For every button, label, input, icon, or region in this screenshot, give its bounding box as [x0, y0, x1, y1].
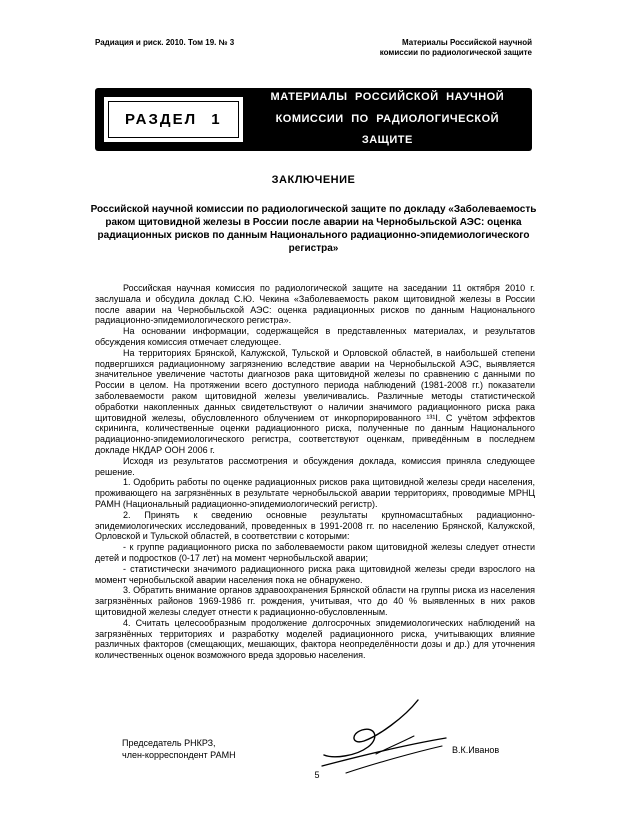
section-banner-title — [239, 87, 532, 151]
signatory-title-line2: член-корреспондент РАМН — [122, 750, 236, 760]
section-banner — [95, 88, 532, 151]
header-right-line2: комиссии по радиологической защите — [379, 48, 532, 58]
paragraph: На территориях Брянской, Калужской, Тульской и Орловской областей, в наибольшей степени подвергшихся радиационному загрязнению вследствие аварии на Чернобыльской АЭС, выявляется значительное увеличение частоты диагнозов рака щитовидной железы по сравнению с данными по России в целом. На протяжении всего доступного периода наблюдений (1981-2008 гг.) показатели заболеваемости раком щитовидной железы увеличивались. Различные методы статистической обработки накопленных данных свидетельствуют о наличии значимого радиационного риска рака щитовидной железы, обусловленного облучением от инкорпорированного ¹³¹I. С учётом эффектов скрининга, количественные оценки радиационного риска, полученные по данным Национального радиационно-эпидемиологического регистра, соответствуют оценкам, приведённым в последнем докладе НКДАР ООН 2006 г. — [95, 347, 535, 455]
document-subtitle: Российской научной комиссии по радиологической защите по докладу «Заболеваемость раком щитовидной железы в России после аварии на Чернобыльской АЭС: оценка радиационных рисков по данным Национального радиационно-эпидемиологического регистра» — [90, 204, 537, 254]
paragraph-decision-2: 2. Принять к сведению основные результаты крупномасштабных радиационно-эпидемиологических исследований, проведенных в 1991-2008 гг. по населению Брянской, Калужской, Орловской и Тульской областей, в соответствии с которыми: — [95, 509, 535, 542]
journal-reference: Радиация и риск. 2010. Том 19. № 3 — [95, 38, 235, 47]
banner-title-line2: КОМИССИИ ПО РАДИОЛОГИЧЕСКОЙ ЗАЩИТЕ — [275, 112, 500, 147]
signatory-name: В.К.Иванов — [452, 745, 500, 755]
paragraph-dash-item: - статистически значимого радиационного риска рака щитовидной железы среди взрослого на момент чернобыльской аварии населения пока не обнаружено. — [95, 563, 535, 585]
paragraph: Российская научная комиссия по радиологической защите на заседании 11 октября 2010 г. заслушала и обсудила доклад С.Ю. Чекина «Заболеваемость раком щитовидной железы в России после аварии на Чернобыльской АЭС: оценка радиационных рисков по данным Национального радиационно-эпидемиологического регистра». — [95, 283, 535, 326]
page-number: 5 — [314, 770, 320, 780]
signatory-title-block — [122, 737, 236, 761]
document-title: ЗАКЛЮЧЕНИЕ — [271, 174, 356, 186]
section-label: РАЗДЕЛ 1 — [108, 101, 239, 138]
header-right-line1: Материалы Российской научной — [401, 38, 532, 47]
paragraph-decision-3: 3. Обратить внимание органов здравоохранения Брянской области на группы риска из населения загрязнённых районов 1969-1986 гг. рождения, учитывая, что до 40 % выявленных в них раков щитовидной железы следует отнести к радиационно-обусловленным. — [95, 585, 535, 617]
running-header — [95, 38, 532, 59]
paragraph: Исходя из результатов рассмотрения и обсуждения доклада, комиссия приняла следующее решение. — [95, 455, 535, 477]
paragraph-dash-item: - к группе радиационного риска по заболеваемости раком щитовидной железы следует отнести детей и подростков (0-17 лет) на момент чернобыльской аварии; — [95, 542, 535, 563]
header-right-block — [380, 38, 532, 59]
signatory-title-line1: Председатель РНКРЗ, — [122, 738, 216, 748]
paragraph: На основании информации, содержащейся в представленных материалах, и результатов обсуждения комиссия отмечает следующее. — [95, 326, 535, 347]
paragraph-decision-4: 4. Считать целесообразным продолжение долгосрочных эпидемиологических наблюдений на загрязнённых территориях и разработку моделей радиационного риска, учитывающих влияние различных факторов (смещающих, мешающих, фактора неопределённости дозы и др.) для уточнения количественных оценок возможного вреда здоровью населения. — [95, 617, 535, 661]
banner-title-line1: МАТЕРИАЛЫ РОССИЙСКОЙ НАУЧНОЙ — [270, 91, 505, 104]
document-body — [95, 283, 535, 661]
paragraph-decision-1: 1. Одобрить работы по оценке радиационных рисков рака щитовидной железы среди населения, проживающего на загрязнённых в результате чернобыльской аварии территориях, проводимые МРНЦ РАМН (Национальный радиационно-эпидемиологический регистр). — [95, 477, 535, 509]
handwritten-signature — [318, 696, 450, 776]
